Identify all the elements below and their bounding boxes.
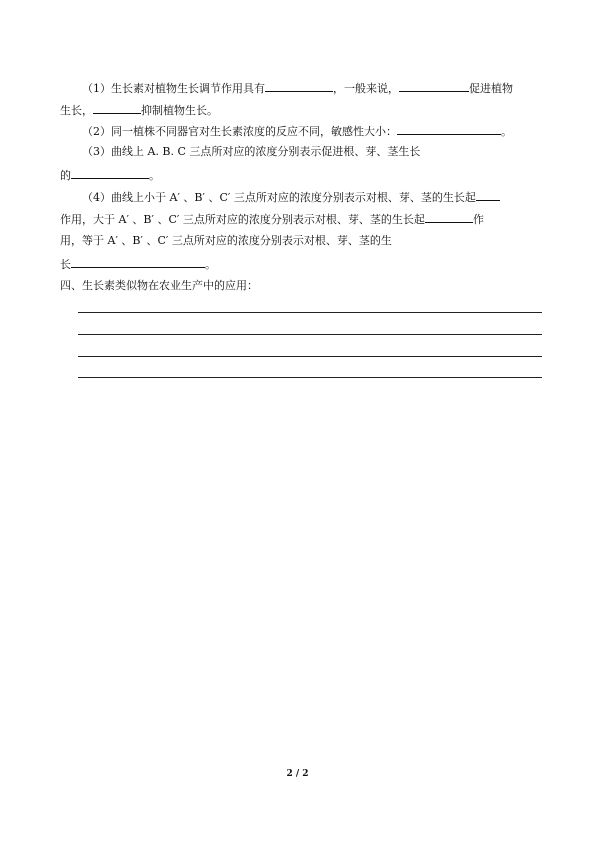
q1-blank-2[interactable] (399, 80, 469, 92)
q4-text-c: 作 (472, 213, 484, 226)
section4-heading (60, 279, 550, 293)
q4-line-2 (60, 211, 550, 227)
q4-line-3 (60, 234, 550, 248)
q1-text-c: 促进植物 (469, 82, 513, 95)
q1-text-a: （1）生长素对植物生长调节作用具有 (82, 82, 265, 95)
q2-text-b: 。 (501, 125, 512, 138)
q1-line-1 (82, 80, 550, 96)
q4-blank-2[interactable] (425, 211, 473, 223)
q2-text-a: （2）同一植株不同器官对生长素浓度的反应不同，敏感性大小： (82, 125, 397, 138)
q4-line-1 (82, 189, 550, 205)
section4-heading-text: 四、生长素类似物在农业生产中的应用： (60, 279, 258, 292)
answer-line-1[interactable] (78, 312, 542, 313)
q2-blank-1[interactable] (397, 123, 501, 135)
q3-line-1 (82, 145, 550, 159)
q1-text-d: 生长， (60, 104, 93, 117)
page-number: 2 / 2 (286, 769, 309, 779)
q1-line-2 (60, 102, 550, 118)
q3-line-2 (60, 167, 550, 183)
q4-blank-1[interactable] (476, 189, 500, 201)
q4-text-b: 作用，大于 A′ 、B′ 、C′ 三点所对应的浓度分别表示对根、芽、茎的生长起 (60, 213, 425, 226)
q4-text-d: 用，等于 A′ 、B′ 、C′ 三点所对应的浓度分别表示对根、芽、茎的生 (60, 234, 392, 247)
q1-blank-1[interactable] (265, 80, 333, 92)
q3-blank-1[interactable] (71, 167, 149, 179)
q4-text-f: 。 (205, 258, 216, 271)
answer-line-2[interactable] (78, 334, 542, 335)
q2-line-1 (82, 123, 550, 139)
q1-blank-3[interactable] (93, 102, 141, 114)
q4-line-4 (60, 256, 550, 272)
q1-text-b: ，一般来说， (333, 82, 399, 95)
q3-text-a: （3）曲线上 A. B. C 三点所对应的浓度分别表示促进根、芽、茎生长 (82, 145, 421, 158)
q3-text-b: 的 (60, 169, 71, 182)
answer-line-3[interactable] (78, 356, 542, 357)
q4-text-a: （4）曲线上小于 A′ 、B′ 、C′ 三点所对应的浓度分别表示对根、芽、茎的生长起 (82, 191, 476, 204)
q3-text-c: 。 (149, 169, 160, 182)
q4-text-e: 长 (60, 258, 71, 271)
q4-blank-3[interactable] (71, 256, 205, 268)
q1-text-e: 抑制植物生长。 (141, 104, 218, 117)
answer-line-4[interactable] (78, 377, 542, 378)
